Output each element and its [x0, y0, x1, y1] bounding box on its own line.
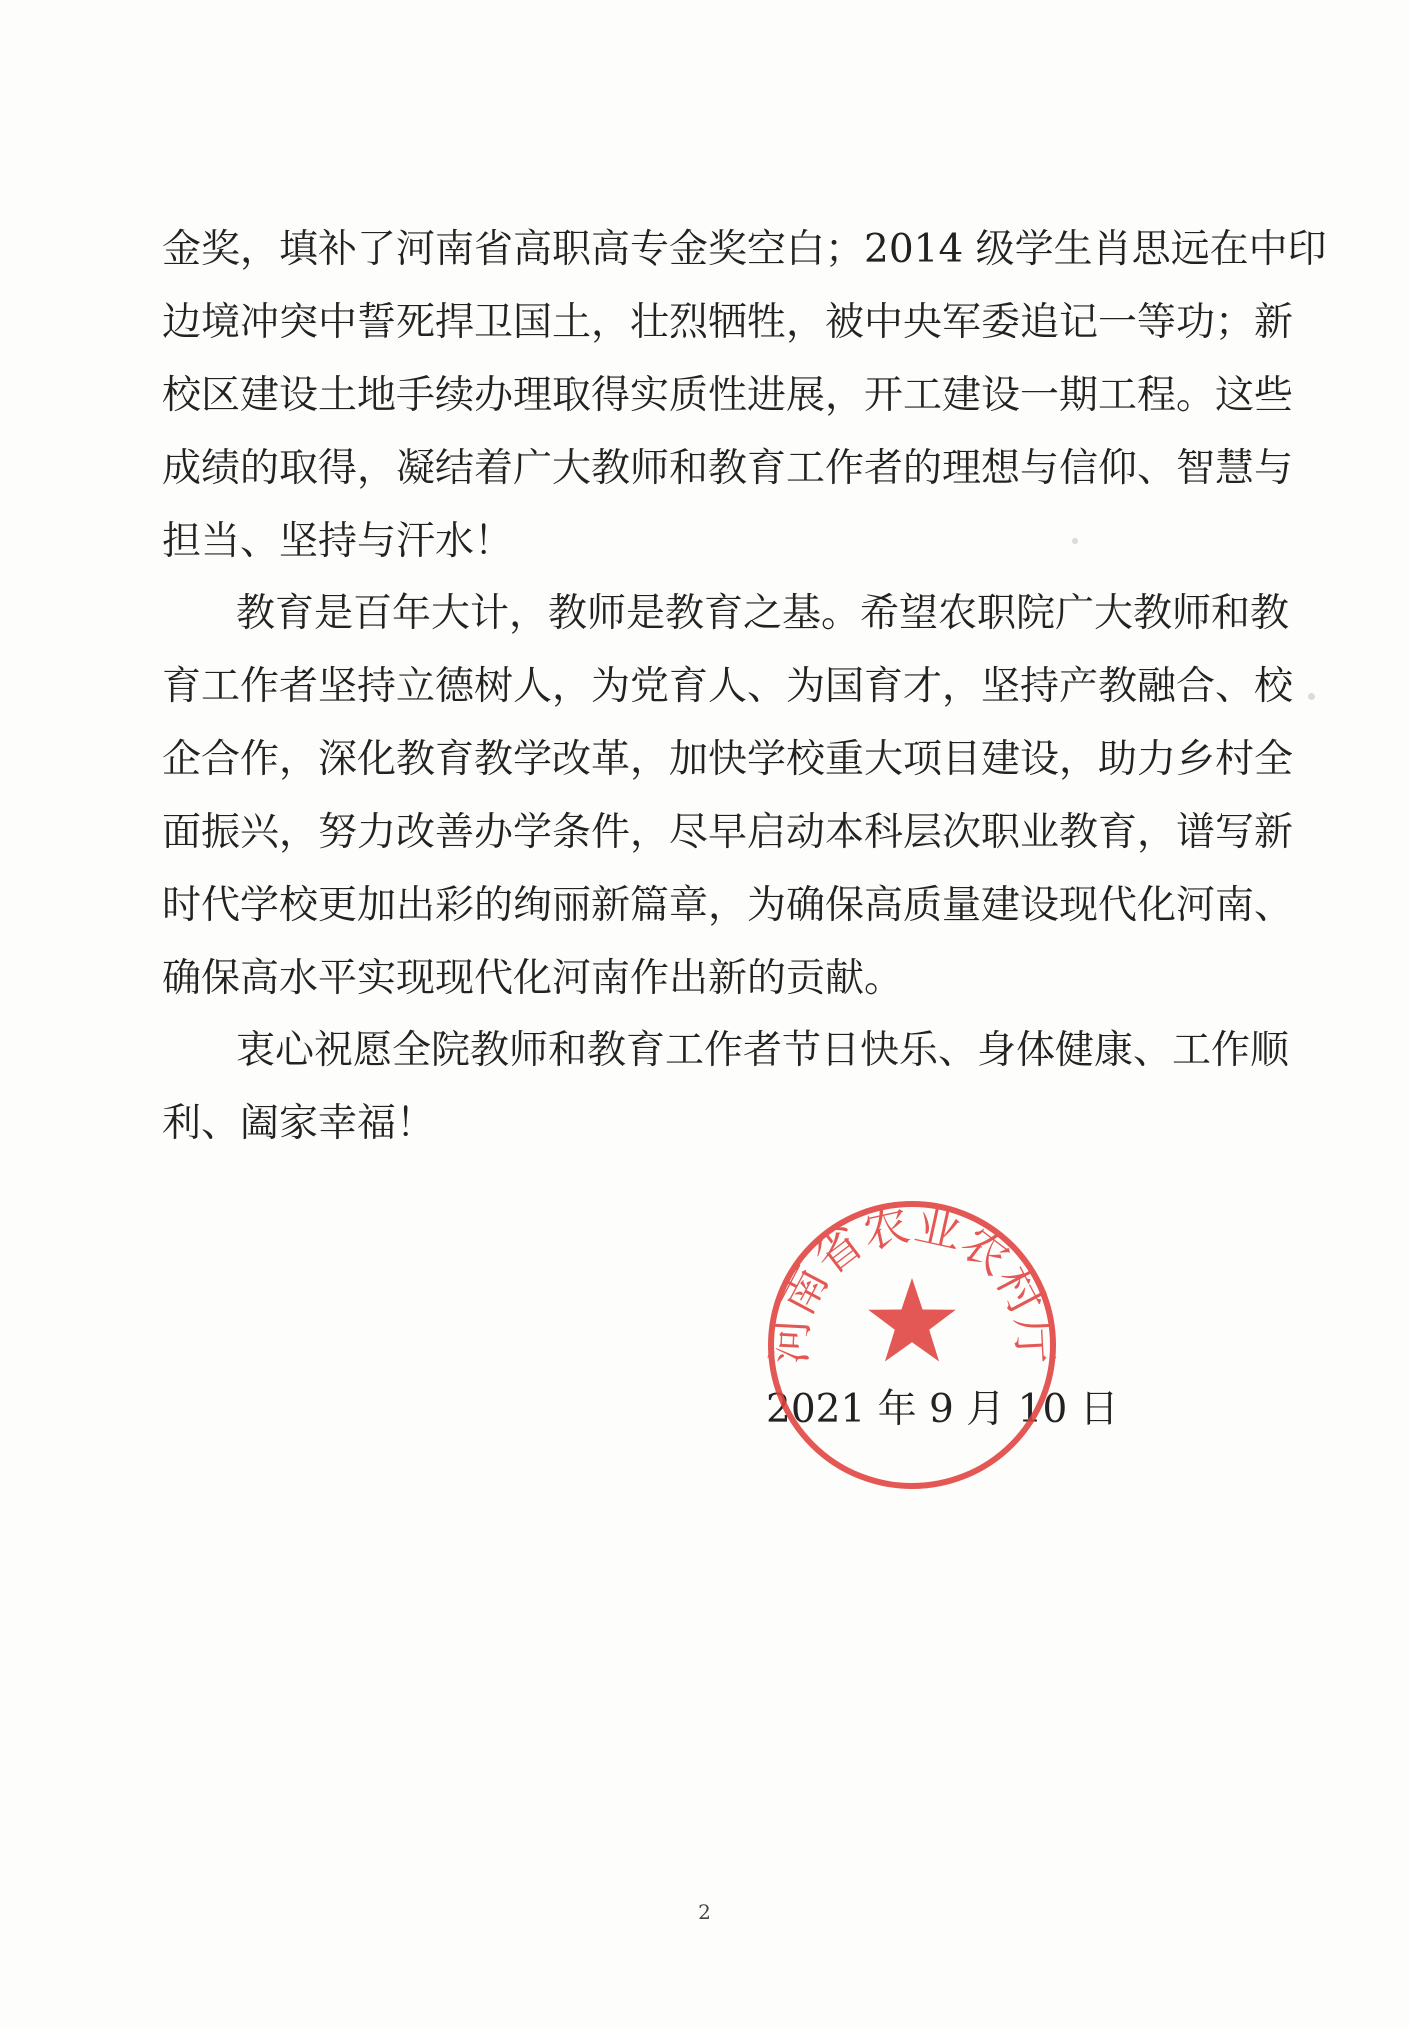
- body-line: 育工作者坚持立德树人，为党育人、为国育才，坚持产教融合、校: [162, 664, 1294, 709]
- body-line: 成绩的取得，凝结着广大教师和教育工作者的理想与信仰、智慧与: [162, 446, 1294, 491]
- page-number: 2: [698, 1900, 711, 1924]
- body-line: 时代学校更加出彩的绚丽新篇章，为确保高质量建设现代化河南、: [162, 883, 1294, 928]
- body-line: 校区建设土地手续办理取得实质性进展，开工建设一期工程。这些: [162, 373, 1294, 418]
- signature-date: 2021 年 9 月 10 日: [766, 1387, 1119, 1432]
- body-line: 确保高水平实现现代化河南作出新的贡献。: [162, 956, 904, 1001]
- body-line: 担当、坚持与汗水！: [162, 519, 514, 564]
- official-seal-stamp: [762, 1195, 1062, 1495]
- body-line: 金奖，填补了河南省高职高专金奖空白；2014 级学生肖思远在中印: [162, 227, 1327, 272]
- body-line: 面振兴，努力改善办学条件，尽早启动本科层次职业教育，谱写新: [162, 810, 1294, 855]
- paper-spot: [1308, 693, 1315, 700]
- seal-text: 河南省农业农村厅: [762, 1196, 1062, 1366]
- body-line: 教育是百年大计，教师是教育之基。希望农职院广大教师和教: [236, 591, 1290, 636]
- body-line: 边境冲突中誓死捍卫国土，壮烈牺牲，被中央军委追记一等功；新: [162, 300, 1294, 345]
- body-line: 企合作，深化教育教学改革，加快学校重大项目建设，助力乡村全: [162, 737, 1294, 782]
- body-line: 衷心祝愿全院教师和教育工作者节日快乐、身体健康、工作顺: [236, 1028, 1290, 1073]
- body-line: 利、阖家幸福！: [162, 1101, 436, 1146]
- paper-spot: [1072, 538, 1078, 544]
